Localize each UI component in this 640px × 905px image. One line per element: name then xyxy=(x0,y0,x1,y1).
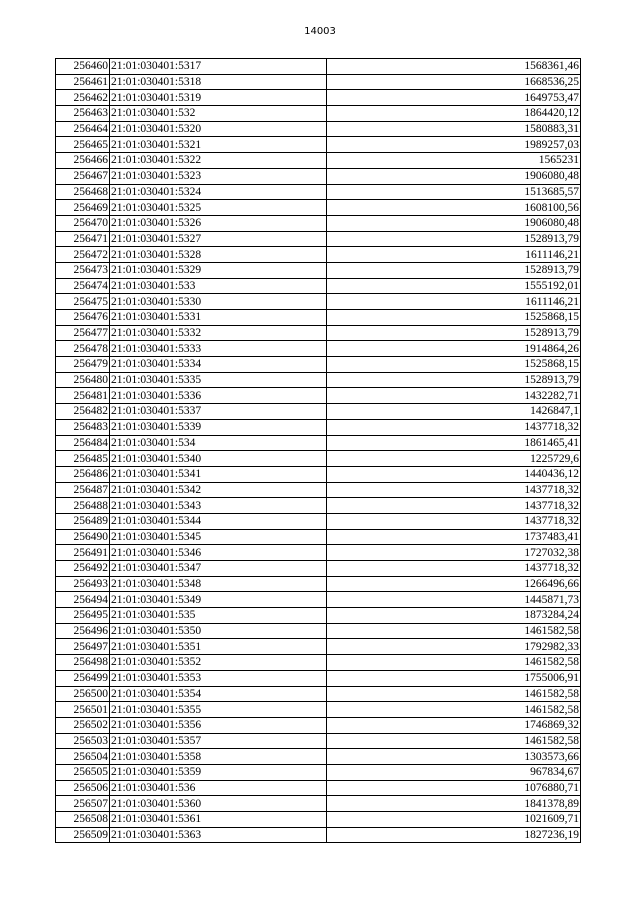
value-cell: 1440436,12 xyxy=(327,466,581,482)
table-row xyxy=(56,749,581,765)
row-number-cell: 256506 xyxy=(56,780,110,796)
cadastral-number-cell: 21:01:030401:5327 xyxy=(110,231,327,247)
value-cell: 1580883,31 xyxy=(327,121,581,137)
table-row xyxy=(56,404,581,420)
table-row xyxy=(56,592,581,608)
cadastral-number-cell: 21:01:030401:5363 xyxy=(110,827,327,843)
value-cell: 1461582,58 xyxy=(327,702,581,718)
value-cell: 1861465,41 xyxy=(327,435,581,451)
cadastral-number-cell: 21:01:030401:5318 xyxy=(110,74,327,90)
table-row xyxy=(56,310,581,326)
cadastral-number-cell: 21:01:030401:5351 xyxy=(110,639,327,655)
cadastral-number-cell: 21:01:030401:5332 xyxy=(110,325,327,341)
cadastral-number-cell: 21:01:030401:5361 xyxy=(110,812,327,828)
row-number-cell: 256463 xyxy=(56,106,110,122)
table-row xyxy=(56,717,581,733)
row-number-cell: 256475 xyxy=(56,294,110,310)
table-row xyxy=(56,294,581,310)
value-cell: 1461582,58 xyxy=(327,686,581,702)
row-number-cell: 256479 xyxy=(56,357,110,373)
value-cell: 1525868,15 xyxy=(327,357,581,373)
row-number-cell: 256498 xyxy=(56,655,110,671)
table-row xyxy=(56,435,581,451)
cadastral-number-cell: 21:01:030401:535 xyxy=(110,608,327,624)
cadastral-number-cell: 21:01:030401:5358 xyxy=(110,749,327,765)
cadastral-number-cell: 21:01:030401:5325 xyxy=(110,200,327,216)
table-row xyxy=(56,498,581,514)
value-cell: 1737483,41 xyxy=(327,529,581,545)
row-number-cell: 256502 xyxy=(56,717,110,733)
value-cell: 967834,67 xyxy=(327,764,581,780)
table-row xyxy=(56,278,581,294)
cadastral-number-cell: 21:01:030401:5331 xyxy=(110,310,327,326)
value-cell: 1565231 xyxy=(327,153,581,169)
row-number-cell: 256493 xyxy=(56,576,110,592)
value-cell: 1568361,46 xyxy=(327,59,581,75)
cadastral-number-cell: 21:01:030401:5333 xyxy=(110,341,327,357)
row-number-cell: 256503 xyxy=(56,733,110,749)
row-number-cell: 256485 xyxy=(56,451,110,467)
table-row xyxy=(56,121,581,137)
cadastral-number-cell: 21:01:030401:5321 xyxy=(110,137,327,153)
value-cell: 1076880,71 xyxy=(327,780,581,796)
row-number-cell: 256483 xyxy=(56,419,110,435)
value-cell: 1437718,32 xyxy=(327,513,581,529)
row-number-cell: 256477 xyxy=(56,325,110,341)
cadastral-number-cell: 21:01:030401:5329 xyxy=(110,262,327,278)
value-cell: 1906080,48 xyxy=(327,215,581,231)
cadastral-number-cell: 21:01:030401:534 xyxy=(110,435,327,451)
cadastral-number-cell: 21:01:030401:5345 xyxy=(110,529,327,545)
value-cell: 1528913,79 xyxy=(327,231,581,247)
row-number-cell: 256499 xyxy=(56,670,110,686)
table-row xyxy=(56,200,581,216)
value-cell: 1225729,6 xyxy=(327,451,581,467)
table-row xyxy=(56,639,581,655)
table-row xyxy=(56,733,581,749)
page-number: 14003 xyxy=(304,26,336,37)
cadastral-number-cell: 21:01:030401:5349 xyxy=(110,592,327,608)
row-number-cell: 256491 xyxy=(56,545,110,561)
value-cell: 1426847,1 xyxy=(327,404,581,420)
cadastral-number-cell: 21:01:030401:5354 xyxy=(110,686,327,702)
table-row xyxy=(56,780,581,796)
row-number-cell: 256470 xyxy=(56,215,110,231)
row-number-cell: 256495 xyxy=(56,608,110,624)
table-row xyxy=(56,545,581,561)
cadastral-number-cell: 21:01:030401:5342 xyxy=(110,482,327,498)
row-number-cell: 256461 xyxy=(56,74,110,90)
row-number-cell: 256501 xyxy=(56,702,110,718)
table-row xyxy=(56,796,581,812)
value-cell: 1461582,58 xyxy=(327,733,581,749)
cadastral-number-cell: 21:01:030401:5341 xyxy=(110,466,327,482)
value-cell: 1668536,25 xyxy=(327,74,581,90)
data-table xyxy=(55,58,581,843)
row-number-cell: 256484 xyxy=(56,435,110,451)
table-row xyxy=(56,388,581,404)
row-number-cell: 256488 xyxy=(56,498,110,514)
cadastral-number-cell: 21:01:030401:533 xyxy=(110,278,327,294)
table-row xyxy=(56,184,581,200)
row-number-cell: 256481 xyxy=(56,388,110,404)
row-number-cell: 256474 xyxy=(56,278,110,294)
table-row xyxy=(56,372,581,388)
table-row xyxy=(56,576,581,592)
cadastral-number-cell: 21:01:030401:5356 xyxy=(110,717,327,733)
cadastral-number-cell: 21:01:030401:5337 xyxy=(110,404,327,420)
table-row xyxy=(56,74,581,90)
cadastral-number-cell: 21:01:030401:532 xyxy=(110,106,327,122)
value-cell: 1528913,79 xyxy=(327,325,581,341)
value-cell: 1746869,32 xyxy=(327,717,581,733)
row-number-cell: 256494 xyxy=(56,592,110,608)
cadastral-number-cell: 21:01:030401:5319 xyxy=(110,90,327,106)
table-row xyxy=(56,247,581,263)
row-number-cell: 256465 xyxy=(56,137,110,153)
cadastral-number-cell: 21:01:030401:5355 xyxy=(110,702,327,718)
table-body xyxy=(56,59,581,843)
table-row xyxy=(56,482,581,498)
cadastral-number-cell: 21:01:030401:5344 xyxy=(110,513,327,529)
value-cell: 1989257,03 xyxy=(327,137,581,153)
cadastral-number-cell: 21:01:030401:5353 xyxy=(110,670,327,686)
table-row xyxy=(56,655,581,671)
table-row xyxy=(56,812,581,828)
table-row xyxy=(56,59,581,75)
row-number-cell: 256487 xyxy=(56,482,110,498)
cadastral-number-cell: 21:01:030401:5328 xyxy=(110,247,327,263)
cadastral-number-cell: 21:01:030401:5334 xyxy=(110,357,327,373)
cadastral-number-cell: 21:01:030401:5339 xyxy=(110,419,327,435)
value-cell: 1303573,66 xyxy=(327,749,581,765)
cadastral-number-cell: 21:01:030401:5357 xyxy=(110,733,327,749)
row-number-cell: 256508 xyxy=(56,812,110,828)
cadastral-number-cell: 21:01:030401:5347 xyxy=(110,561,327,577)
table-row xyxy=(56,168,581,184)
table-row xyxy=(56,764,581,780)
table-row xyxy=(56,623,581,639)
value-cell: 1611146,21 xyxy=(327,294,581,310)
value-cell: 1608100,56 xyxy=(327,200,581,216)
cadastral-number-cell: 21:01:030401:5336 xyxy=(110,388,327,404)
table-row xyxy=(56,513,581,529)
table-row xyxy=(56,357,581,373)
row-number-cell: 256492 xyxy=(56,561,110,577)
row-number-cell: 256507 xyxy=(56,796,110,812)
cadastral-number-cell: 21:01:030401:536 xyxy=(110,780,327,796)
cadastral-number-cell: 21:01:030401:5322 xyxy=(110,153,327,169)
cadastral-number-cell: 21:01:030401:5323 xyxy=(110,168,327,184)
cadastral-number-cell: 21:01:030401:5324 xyxy=(110,184,327,200)
table-row xyxy=(56,90,581,106)
table-row xyxy=(56,702,581,718)
value-cell: 1727032,38 xyxy=(327,545,581,561)
table-row xyxy=(56,262,581,278)
cadastral-number-cell: 21:01:030401:5317 xyxy=(110,59,327,75)
row-number-cell: 256460 xyxy=(56,59,110,75)
value-cell: 1906080,48 xyxy=(327,168,581,184)
value-cell: 1437718,32 xyxy=(327,419,581,435)
row-number-cell: 256464 xyxy=(56,121,110,137)
row-number-cell: 256478 xyxy=(56,341,110,357)
value-cell: 1525868,15 xyxy=(327,310,581,326)
value-cell: 1461582,58 xyxy=(327,655,581,671)
cadastral-number-cell: 21:01:030401:5352 xyxy=(110,655,327,671)
value-cell: 1437718,32 xyxy=(327,561,581,577)
value-cell: 1873284,24 xyxy=(327,608,581,624)
value-cell: 1611146,21 xyxy=(327,247,581,263)
row-number-cell: 256486 xyxy=(56,466,110,482)
cadastral-number-cell: 21:01:030401:5343 xyxy=(110,498,327,514)
row-number-cell: 256500 xyxy=(56,686,110,702)
cadastral-number-cell: 21:01:030401:5326 xyxy=(110,215,327,231)
table-row xyxy=(56,231,581,247)
row-number-cell: 256480 xyxy=(56,372,110,388)
cadastral-number-cell: 21:01:030401:5346 xyxy=(110,545,327,561)
cadastral-number-cell: 21:01:030401:5350 xyxy=(110,623,327,639)
value-cell: 1827236,19 xyxy=(327,827,581,843)
value-cell: 1555192,01 xyxy=(327,278,581,294)
row-number-cell: 256496 xyxy=(56,623,110,639)
cadastral-number-cell: 21:01:030401:5359 xyxy=(110,764,327,780)
table-row xyxy=(56,137,581,153)
table-row xyxy=(56,686,581,702)
value-cell: 1437718,32 xyxy=(327,482,581,498)
row-number-cell: 256505 xyxy=(56,764,110,780)
row-number-cell: 256489 xyxy=(56,513,110,529)
table-row xyxy=(56,670,581,686)
row-number-cell: 256509 xyxy=(56,827,110,843)
value-cell: 1528913,79 xyxy=(327,372,581,388)
row-number-cell: 256466 xyxy=(56,153,110,169)
value-cell: 1649753,47 xyxy=(327,90,581,106)
row-number-cell: 256490 xyxy=(56,529,110,545)
row-number-cell: 256468 xyxy=(56,184,110,200)
value-cell: 1021609,71 xyxy=(327,812,581,828)
value-cell: 1437718,32 xyxy=(327,498,581,514)
row-number-cell: 256482 xyxy=(56,404,110,420)
table-row xyxy=(56,341,581,357)
row-number-cell: 256471 xyxy=(56,231,110,247)
value-cell: 1914864,26 xyxy=(327,341,581,357)
cadastral-number-cell: 21:01:030401:5340 xyxy=(110,451,327,467)
cadastral-number-cell: 21:01:030401:5360 xyxy=(110,796,327,812)
value-cell: 1864420,12 xyxy=(327,106,581,122)
table-row xyxy=(56,419,581,435)
row-number-cell: 256472 xyxy=(56,247,110,263)
row-number-cell: 256462 xyxy=(56,90,110,106)
table-row xyxy=(56,608,581,624)
table-row xyxy=(56,153,581,169)
cadastral-number-cell: 21:01:030401:5330 xyxy=(110,294,327,310)
table-row xyxy=(56,215,581,231)
cadastral-number-cell: 21:01:030401:5348 xyxy=(110,576,327,592)
value-cell: 1266496,66 xyxy=(327,576,581,592)
table-row xyxy=(56,561,581,577)
row-number-cell: 256497 xyxy=(56,639,110,655)
value-cell: 1445871,73 xyxy=(327,592,581,608)
value-cell: 1755006,91 xyxy=(327,670,581,686)
value-cell: 1841378,89 xyxy=(327,796,581,812)
table-row xyxy=(56,451,581,467)
row-number-cell: 256476 xyxy=(56,310,110,326)
value-cell: 1528913,79 xyxy=(327,262,581,278)
value-cell: 1461582,58 xyxy=(327,623,581,639)
value-cell: 1432282,71 xyxy=(327,388,581,404)
row-number-cell: 256469 xyxy=(56,200,110,216)
table-row xyxy=(56,529,581,545)
value-cell: 1513685,57 xyxy=(327,184,581,200)
cadastral-number-cell: 21:01:030401:5320 xyxy=(110,121,327,137)
value-cell: 1792982,33 xyxy=(327,639,581,655)
row-number-cell: 256473 xyxy=(56,262,110,278)
row-number-cell: 256504 xyxy=(56,749,110,765)
table-row xyxy=(56,827,581,843)
row-number-cell: 256467 xyxy=(56,168,110,184)
table-row xyxy=(56,325,581,341)
table-row xyxy=(56,106,581,122)
cadastral-number-cell: 21:01:030401:5335 xyxy=(110,372,327,388)
table-row xyxy=(56,466,581,482)
